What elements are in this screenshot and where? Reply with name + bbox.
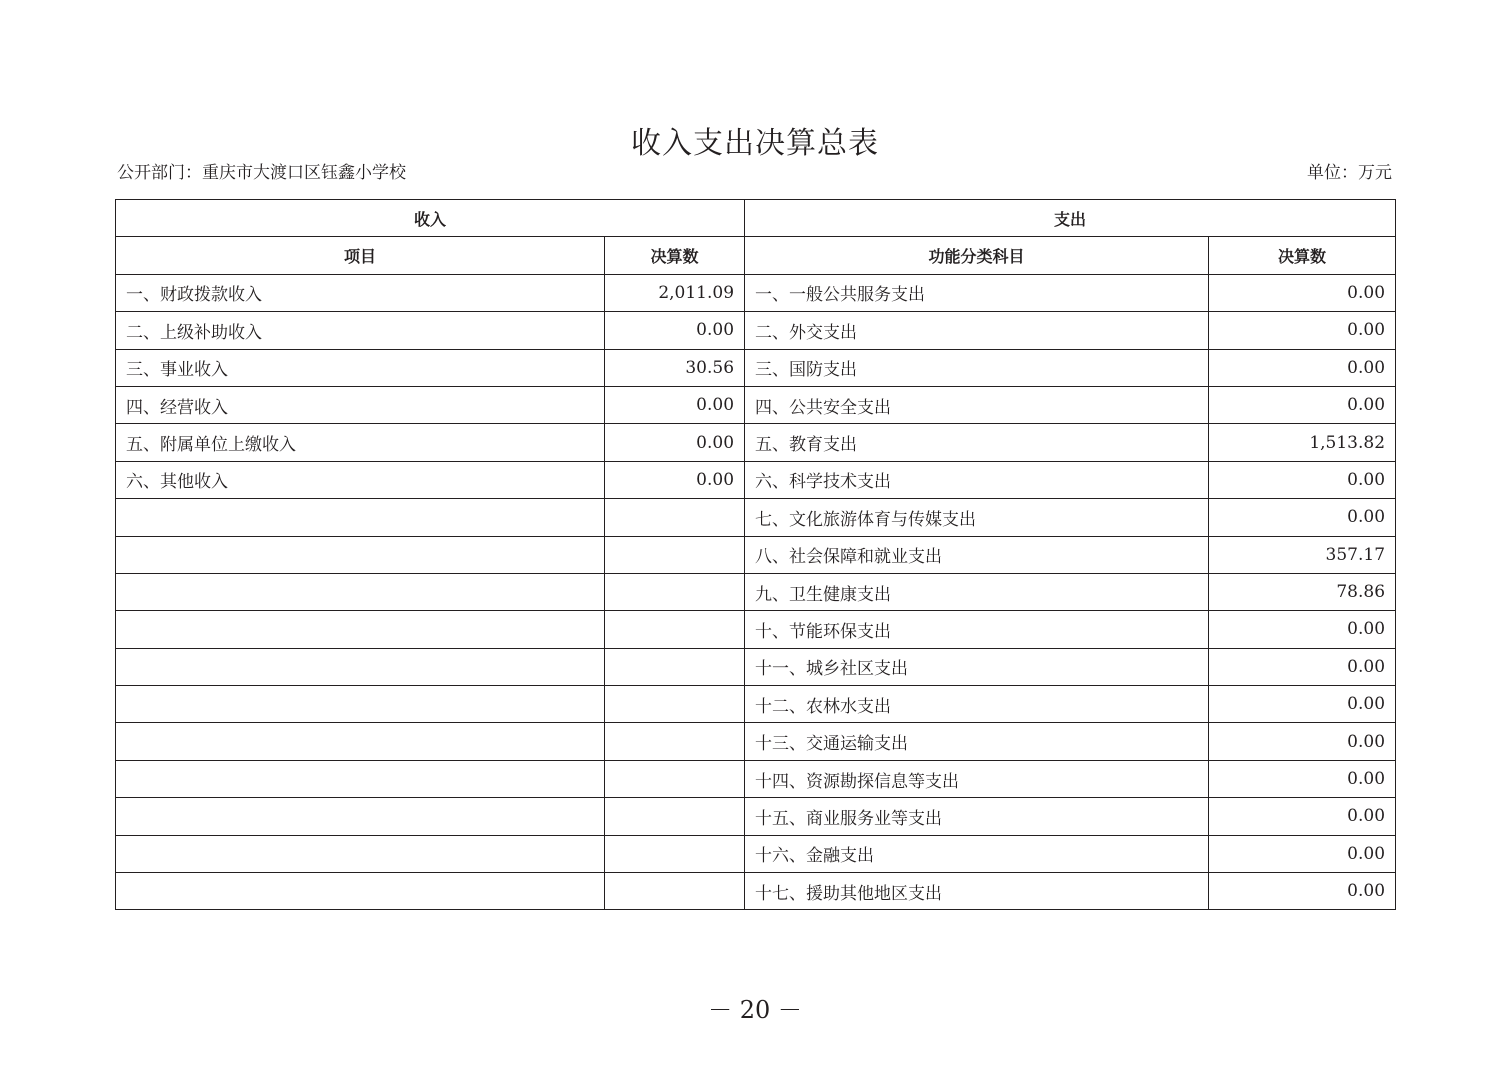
expense-amount-cell: 0.00	[1209, 686, 1396, 723]
table-row	[116, 573, 1396, 610]
income-item-header: 项目	[116, 237, 605, 274]
income-section-header: 收入	[116, 200, 745, 237]
income-amount-cell	[605, 835, 745, 872]
expense-amount-cell: 0.00	[1209, 349, 1396, 386]
expense-amount-cell: 0.00	[1209, 760, 1396, 797]
expense-amount-cell: 0.00	[1209, 835, 1396, 872]
expense-item-cell: 十七、援助其他地区支出	[745, 873, 1209, 910]
expense-amount-cell: 0.00	[1209, 274, 1396, 311]
table-row	[116, 611, 1396, 648]
income-item-cell: 三、事业收入	[116, 349, 605, 386]
income-item-cell	[116, 611, 605, 648]
expense-amount-cell: 0.00	[1209, 386, 1396, 423]
table-row	[116, 723, 1396, 760]
expense-item-cell: 九、卫生健康支出	[745, 573, 1209, 610]
income-amount-header: 决算数	[605, 237, 745, 274]
income-amount-cell: 2,011.09	[605, 274, 745, 311]
expense-item-cell: 七、文化旅游体育与传媒支出	[745, 499, 1209, 536]
expense-item-cell: 十、节能环保支出	[745, 611, 1209, 648]
table-row	[116, 312, 1396, 349]
expense-item-cell: 十一、城乡社区支出	[745, 648, 1209, 685]
table-row	[116, 274, 1396, 311]
table-row	[116, 499, 1396, 536]
table-section-header-row	[116, 200, 1396, 237]
table-row	[116, 760, 1396, 797]
table-body	[116, 274, 1396, 910]
expense-amount-cell: 0.00	[1209, 499, 1396, 536]
income-item-cell	[116, 798, 605, 835]
income-item-cell	[116, 686, 605, 723]
table-row	[116, 349, 1396, 386]
income-item-cell	[116, 760, 605, 797]
table-row	[116, 536, 1396, 573]
expense-item-header: 功能分类科目	[745, 237, 1209, 274]
expense-item-cell: 五、教育支出	[745, 424, 1209, 461]
income-amount-cell: 30.56	[605, 349, 745, 386]
income-amount-cell: 0.00	[605, 424, 745, 461]
income-item-cell: 二、上级补助收入	[116, 312, 605, 349]
table-column-header-row	[116, 237, 1396, 274]
income-amount-cell	[605, 873, 745, 910]
expense-item-cell: 四、公共安全支出	[745, 386, 1209, 423]
expense-item-cell: 三、国防支出	[745, 349, 1209, 386]
expense-amount-cell: 357.17	[1209, 536, 1396, 573]
expense-item-cell: 一、一般公共服务支出	[745, 274, 1209, 311]
table-row	[116, 798, 1396, 835]
income-item-cell: 一、财政拨款收入	[116, 274, 605, 311]
income-amount-cell	[605, 798, 745, 835]
page-title: 收入支出决算总表	[631, 126, 879, 161]
income-item-cell	[116, 873, 605, 910]
income-item-cell	[116, 835, 605, 872]
income-amount-cell	[605, 760, 745, 797]
table-row	[116, 461, 1396, 498]
expense-item-cell: 十二、农林水支出	[745, 686, 1209, 723]
income-amount-cell	[605, 536, 745, 573]
expense-amount-cell: 0.00	[1209, 798, 1396, 835]
table-row	[116, 686, 1396, 723]
expense-amount-cell: 0.00	[1209, 461, 1396, 498]
expense-amount-cell: 78.86	[1209, 573, 1396, 610]
income-amount-cell	[605, 686, 745, 723]
expense-item-cell: 八、社会保障和就业支出	[745, 536, 1209, 573]
department-label: 公开部门：重庆市大渡口区钰鑫小学校	[117, 163, 406, 183]
income-amount-cell	[605, 611, 745, 648]
income-item-cell: 五、附属单位上缴收入	[116, 424, 605, 461]
expense-item-cell: 十五、商业服务业等支出	[745, 798, 1209, 835]
income-item-cell: 六、其他收入	[116, 461, 605, 498]
expense-item-cell: 二、外交支出	[745, 312, 1209, 349]
income-amount-cell	[605, 573, 745, 610]
income-item-cell: 四、经营收入	[116, 386, 605, 423]
expense-amount-cell: 1,513.82	[1209, 424, 1396, 461]
income-item-cell	[116, 499, 605, 536]
expense-item-cell: 十四、资源勘探信息等支出	[745, 760, 1209, 797]
expense-item-cell: 六、科学技术支出	[745, 461, 1209, 498]
expense-amount-cell: 0.00	[1209, 873, 1396, 910]
table-row	[116, 873, 1396, 910]
expense-amount-cell: 0.00	[1209, 312, 1396, 349]
table-row	[116, 835, 1396, 872]
income-amount-cell: 0.00	[605, 312, 745, 349]
income-item-cell	[116, 648, 605, 685]
income-item-cell	[116, 723, 605, 760]
table-row	[116, 424, 1396, 461]
income-amount-cell	[605, 499, 745, 536]
page-number: － 20 －	[708, 996, 802, 1024]
income-item-cell	[116, 573, 605, 610]
expense-amount-cell: 0.00	[1209, 723, 1396, 760]
table-row	[116, 648, 1396, 685]
income-amount-cell: 0.00	[605, 461, 745, 498]
expense-amount-cell: 0.00	[1209, 648, 1396, 685]
income-item-cell	[116, 536, 605, 573]
expense-item-cell: 十三、交通运输支出	[745, 723, 1209, 760]
income-amount-cell	[605, 648, 745, 685]
table-row	[116, 386, 1396, 423]
unit-label: 单位：万元	[1307, 163, 1392, 183]
expense-amount-cell: 0.00	[1209, 611, 1396, 648]
expense-amount-header: 决算数	[1209, 237, 1396, 274]
expense-item-cell: 十六、金融支出	[745, 835, 1209, 872]
income-amount-cell	[605, 723, 745, 760]
expense-section-header: 支出	[745, 200, 1396, 237]
income-amount-cell: 0.00	[605, 386, 745, 423]
budget-table	[115, 199, 1396, 910]
